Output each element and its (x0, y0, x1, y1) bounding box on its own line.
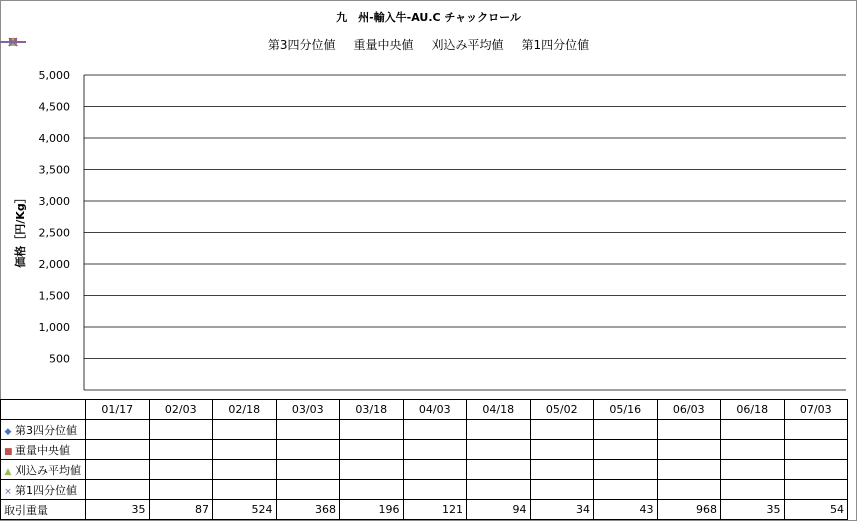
table-cell (276, 460, 340, 480)
series-name: 刈込み平均値 (15, 463, 81, 477)
table-cell (403, 420, 467, 440)
y-axis-label: 価格［円/Kg］ (14, 192, 27, 268)
table-row (1, 440, 848, 460)
table-cell (594, 420, 658, 440)
volume-row-header: 取引重量 (1, 500, 86, 520)
series-name: 第3四分位値 (15, 423, 77, 437)
table-cell (721, 420, 785, 440)
legend-label: 重量中央値 (353, 38, 414, 52)
table-cell (784, 420, 848, 440)
table-cell (594, 440, 658, 460)
series-name: 第1四分位値 (15, 483, 77, 497)
table-cell (403, 440, 467, 460)
table-cell (276, 480, 340, 500)
table-cell (530, 440, 594, 460)
table-row (1, 420, 848, 440)
x-tick-label: 05/02 (530, 400, 594, 420)
table-cell (149, 440, 213, 460)
table-cell (530, 460, 594, 480)
x-tick-label: 01/17 (86, 400, 150, 420)
y-tick-label: 2,000 (38, 258, 70, 271)
data-table (0, 399, 848, 520)
y-tick-label: 4,000 (38, 132, 70, 145)
table-row (1, 460, 848, 480)
table-cell (213, 480, 277, 500)
series-name: 重量中央値 (15, 443, 70, 457)
table-cell (784, 440, 848, 460)
table-cell (86, 420, 150, 440)
table-cell (467, 420, 531, 440)
volume-cell: 35 (721, 500, 785, 520)
table-cell (340, 440, 404, 460)
y-tick-label: 2,500 (38, 226, 70, 240)
table-cell (467, 440, 531, 460)
table-cell (657, 440, 721, 460)
square-marker-icon: ■ (4, 446, 13, 457)
x-tick-label: 02/18 (213, 400, 277, 420)
table-cell (213, 420, 277, 440)
y-tick-label: 4,500 (38, 100, 70, 114)
table-cell (276, 420, 340, 440)
table-cell (721, 480, 785, 500)
table-cell (530, 480, 594, 500)
table-cell (213, 460, 277, 480)
table-row-header (1, 460, 86, 480)
volume-cell: 35 (86, 500, 150, 520)
table-cell (276, 440, 340, 460)
table-cell (149, 480, 213, 500)
table-cell (340, 480, 404, 500)
table-cell (657, 480, 721, 500)
table-cell (213, 440, 277, 460)
x-tick-label: 06/18 (721, 400, 785, 420)
chart-title: 九 州-輸入牛-AU.C チャックロール (336, 11, 521, 24)
volume-cell: 87 (149, 500, 213, 520)
x-tick-label: 02/03 (149, 400, 213, 420)
table-cell (721, 460, 785, 480)
volume-cell: 94 (467, 500, 531, 520)
table-cell (149, 420, 213, 440)
table-cell (784, 480, 848, 500)
x-tick-label: 03/03 (276, 400, 340, 420)
table-cell (467, 480, 531, 500)
table-cell (657, 460, 721, 480)
legend-label: 第3四分位値 (267, 38, 336, 52)
table-cell (594, 480, 658, 500)
y-tick-label: 5,000 (38, 69, 70, 82)
volume-cell: 34 (530, 500, 594, 520)
volume-cell: 43 (594, 500, 658, 520)
x-marker-icon: × (4, 486, 12, 497)
table-cell (86, 480, 150, 500)
table-row-header (1, 480, 86, 500)
legend-label: 刈込み平均値 (431, 38, 504, 52)
x-tick-label: 07/03 (784, 400, 848, 420)
table-corner (1, 400, 86, 420)
table-cell (784, 460, 848, 480)
table-cell (149, 460, 213, 480)
volume-cell: 196 (340, 500, 404, 520)
table-cell (657, 420, 721, 440)
table-cell (403, 480, 467, 500)
y-tick-label: 3,500 (38, 163, 70, 177)
triangle-marker-icon: ▲ (4, 466, 12, 477)
table-cell (594, 460, 658, 480)
x-tick-label: 05/16 (594, 400, 658, 420)
table-cell (86, 440, 150, 460)
volume-cell: 524 (213, 500, 277, 520)
x-tick-label: 03/18 (340, 400, 404, 420)
table-cell (467, 460, 531, 480)
volume-cell: 121 (403, 500, 467, 520)
y-tick-label: 1,000 (38, 321, 70, 334)
x-tick-label: 06/03 (657, 400, 721, 420)
table-cell (530, 420, 594, 440)
volume-cell: 368 (276, 500, 340, 520)
legend-label: 第1四分位値 (521, 38, 590, 52)
y-tick-label: 1,500 (38, 289, 70, 303)
table-cell (721, 440, 785, 460)
diamond-marker-icon: ◆ (4, 426, 12, 437)
x-tick-label: 04/18 (467, 400, 531, 420)
x-tick-label: 04/03 (403, 400, 467, 420)
volume-cell: 54 (784, 500, 848, 520)
table-cell (86, 460, 150, 480)
y-tick-label: 3,000 (38, 195, 70, 208)
table-cell (340, 460, 404, 480)
table-cell (340, 420, 404, 440)
y-tick-label: 500 (49, 352, 70, 366)
table-row (1, 480, 848, 500)
volume-row (1, 500, 848, 520)
table-cell (403, 460, 467, 480)
volume-cell: 968 (657, 500, 721, 520)
table-row-header (1, 440, 86, 460)
table-row-header (1, 420, 86, 440)
